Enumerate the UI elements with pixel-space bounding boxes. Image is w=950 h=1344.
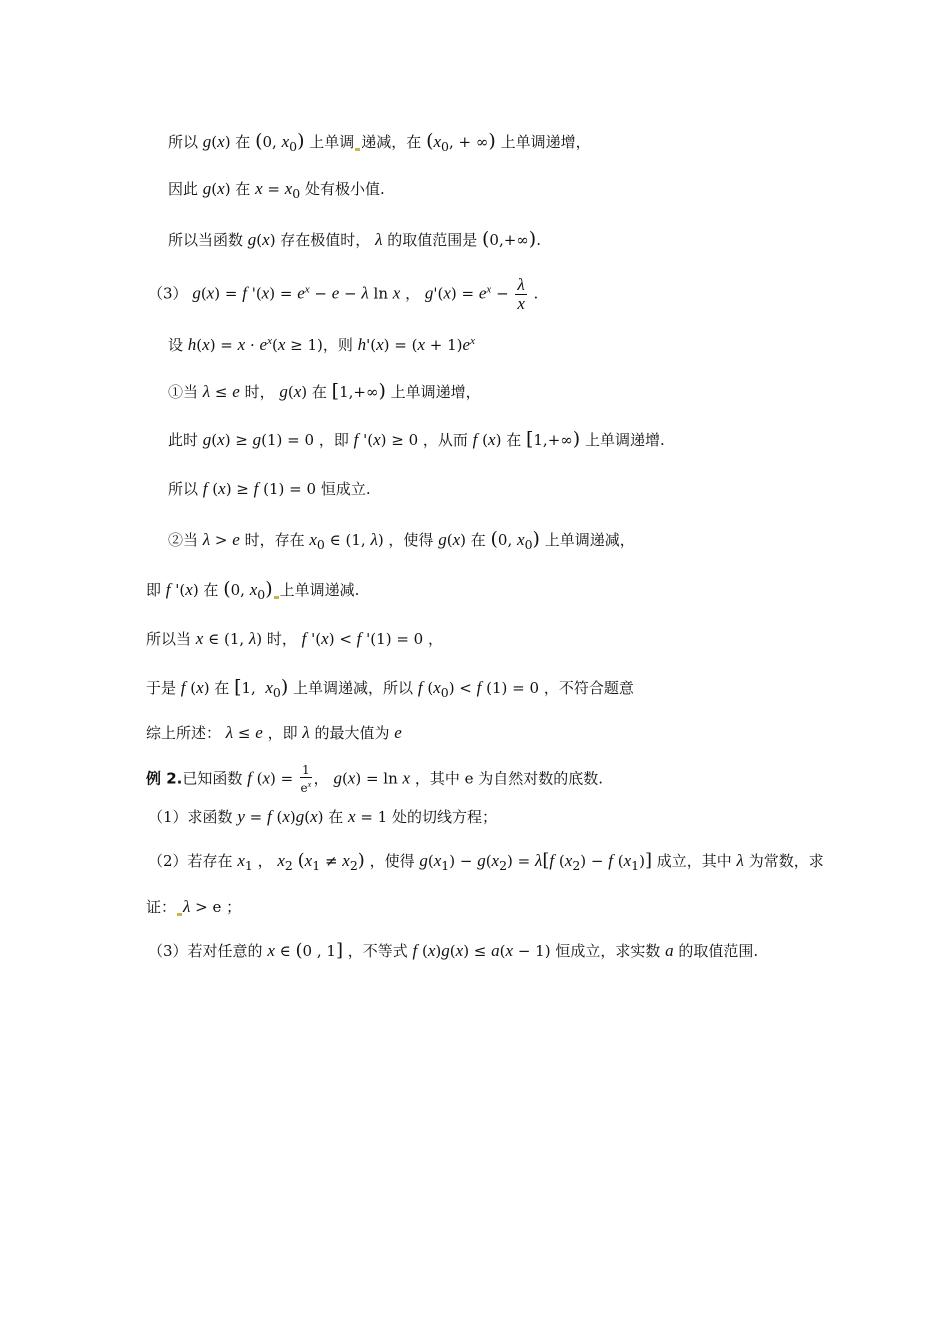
example-2-statement: 例 2.已知函数 f (x) = $\frac{1}{e^x}$ ， g(x) = ln x ，其中 e 为自然对数的底数. [146, 763, 604, 795]
text-line-8: 所以 f (x) ≥ f (1) = 0 恒成立. [168, 479, 371, 498]
text-line-9: ②当 λ > e 时，存在 $x_0$ ∈ (1, λ) ，使得 g(x) 在 (0, $x_0$) 上单调递减， [168, 528, 635, 552]
text-line-4: （3） g(x) = f '$(x) = e^x - e - \lambda$ ln x ， $g'(x) = e^x$ − $\frac{\lambda}{x}$ . [148, 275, 539, 313]
question-3: （3）若对任意的 x ∈ (0 , 1] ，不等式 f (x)g(x) ≤ a(x − 1) 恒成立，求实数 a 的取值范围. [148, 940, 759, 961]
text-line-10: 即 f '(x) 在 (0, $x_0$) 上单调递减. [146, 578, 360, 602]
text-line-6: ①当 λ ≤ e 时， g(x) 在 [1,+∞) 上单调递增， [168, 380, 481, 402]
example-label: 例 2. [146, 769, 183, 788]
question-2: （2）若存在 $x_1$ ， $x_2$ $(x_1 \ne x_2)$ ，使得 $g(x_1) - g(x_2) = \lambda[f$ $(x_2) - f$ $(x_1)$] 成立，其中 λ 为常数，求 [148, 850, 824, 873]
text-line-7: 此时 g(x) ≥ g(1) = 0 ，即 f '(x) ≥ 0 ，从而 f (x) 在 [1,+∞) 上单调递增. [168, 428, 665, 450]
question-1: （1）求函数 y = f (x)g(x) 在 x = 1 处的切线方程； [148, 807, 497, 826]
text-line-12: 于是 f (x) 在 [1, $x_0$) 上单调递减，所以 f $(x_0) < f$ (1) = 0 ，不符合题意 [146, 676, 634, 700]
text-line-2: 因此 g(x) 在 $x = x_0$ 处有极小值. [168, 179, 385, 201]
question-2-cont: 证： λ > e ； [146, 897, 242, 916]
text-line-13: 综上所述： λ ≤ e ，即 λ 的最大值为 e [146, 723, 402, 742]
text-line-3: 所以当函数 g(x) 存在极值时， λ 的取值范围是 (0,+∞). [168, 228, 541, 250]
text-line-5: 设 $h(x) = x \cdot e^x(x \ge 1)$，则 $h'(x) = (x + 1)e^x$ [168, 335, 475, 354]
text-line-1: 所以 g(x) 在 (0, $x_0$) 上单调 递减，在 ($x_0$, + ∞) 上单调递增， [168, 130, 591, 154]
text-line-11: 所以当 x ∈ (1, λ) 时， f '(x) < f '(1) = 0 ， [146, 629, 443, 648]
